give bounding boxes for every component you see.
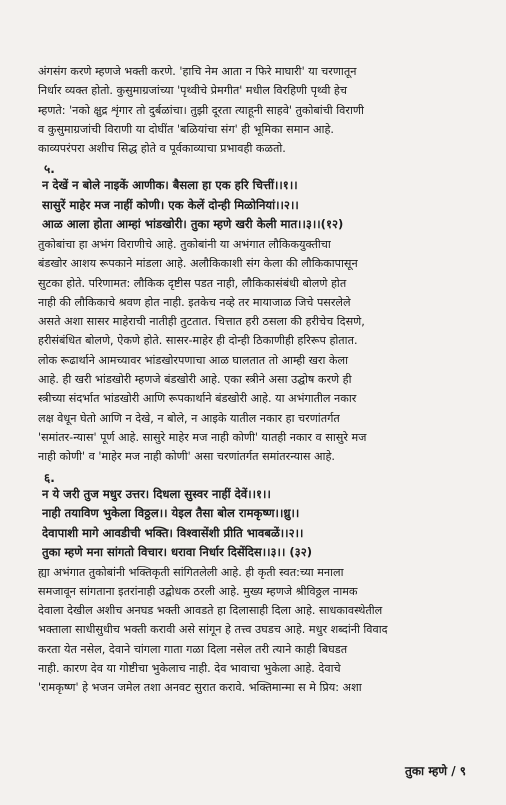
text-line: अंगसंग करणे म्हणजे भक्ती करणे. 'हाचि नेम आता न फिरे माघारी' या चरणातून [38, 65, 357, 78]
verse-line: तुका म्हणे मना सांगतो विचार। धरावा निर्धार दिसेंदिस।।३।। (३२) [42, 545, 313, 560]
verse-block [38, 485, 476, 563]
text-line: 'रामकृष्ण' हे भजन जमेल तशा अनवट सुरात करावे. भक्तिमान्मा स मे प्रिय: अशा [38, 681, 362, 695]
text-line: आहे. ही खरी भांडखोरी म्हणजे बंडखोरी आहे. एका स्त्रीने असा उद्घोष करणे ही [38, 373, 352, 387]
text-line: हरीसंबंधित बोलणे, ऐकणे होते. सासर-माहेर ही दोन्ही ठिकाणीही हरिरूप होतात. [38, 334, 358, 348]
section-number: ६. [44, 470, 55, 485]
text-line: भक्ताला साधीसुधीच भक्ती करावी असे सांगून हे तत्त्व उघडच आहे. मधुर शब्दांनी विवाद [38, 623, 388, 637]
verse-block [38, 176, 476, 235]
text-line: असते अशा सासर माहेराची नातीही तुटतात. चित्तात हरी ठसला की हरीचेच दिसणे, [38, 315, 365, 329]
intro-paragraph [38, 62, 476, 158]
verse-line: न ये जरी तुज मधुर उत्तर। दिधला सुस्वर नाहीं देवें।।१।। [42, 486, 271, 501]
verse-line: सासुरें माहेर मज नाहीं कोणी। एक केलें दोन्ही मिळोनियां।।२।। [42, 197, 299, 212]
text-line: बंडखोर आशय रूपकाने मांडला आहे. अलौकिकाशी संग केला की लौकिकापासून [38, 257, 358, 271]
text-line: स्त्रीच्या संदर्भात भांडखोरी आणि रूपकार्थाने बंडखोरी आहे. या अभंगातील नकार [38, 392, 357, 406]
verse-line: न देखें न बोले नाइकें आणीक। बैसला हा एक हरि चित्तीं।।१।। [42, 178, 298, 193]
text-line: सुटका होते. परिणामत: लौकिक दृष्टीस पडत नाही, लौकिकासंबंधी बोलणे होत [38, 276, 347, 290]
text-line: लोक रूढार्थाने आमच्यावर भांडखोरपणाचा आळ घालतात तो आम्ही खरा केला [38, 353, 348, 367]
text-line: 'समांतर-न्यास' पूर्ण आहे. सासुरे माहेर मज नाही कोणी' यातही नकार व सासुरे मज [38, 430, 367, 444]
text-line: नाही कोणी' व 'माहेर मज नाही कोणी' असा चरणांतर्गत समांतरन्यास आहे. [38, 450, 335, 464]
section-number: ५. [44, 162, 55, 177]
verse-line: देवापाशी मागे आवडीची भक्ति। विश्वासेंशी प्रीति भावबळें।।२।। [42, 525, 304, 540]
text-line: करता येत नसेल, देवाने चांगला गाता गळा दिला नसेल तरी त्याने काही बिघडत [38, 642, 348, 656]
commentary-paragraph [38, 563, 476, 698]
text-line: नाही. कारण देव या गोष्टीचा भुकेलाच नाही. देव भावाचा भुकेला आहे. देवाचे [38, 662, 341, 676]
verse-line: नाही तयाविण भुकेला विठ्ठल।। येइल तैसा बोल रामकृष्ण।।ध्रु।। [42, 506, 300, 521]
text-line: देवाला देखील अशीच अनघड भक्ती आवडते हा दिलासाही दिला आहे. साधकावस्थेतील [38, 604, 383, 618]
page-footer: तुका म्हणे / ९ [405, 764, 466, 778]
text-line: निर्धार व्यक्त होतो. कुसुमाग्रजांच्या 'पृथ्वीचे प्रेमगीत' मधील विरहिणी पृथ्वी हेच [38, 84, 347, 98]
verse-line: आळ आला होता आम्हां भांडखोरी। तुका म्हणे खरी केली मात।।३।।(१२) [42, 217, 344, 232]
text-line: व कुसुमाग्रजांची विराणी या दोघींत 'बळियांचा संग' ही भूमिका समान आहे. [38, 122, 334, 136]
text-line: समजावून सांगताना इतरांनाही उद्बोधक ठरली आहे. मुख्य म्हणजे श्रीविठ्ठल नामक [38, 584, 358, 598]
text-line: तुकोबांचा हा अभंग विराणीचे आहे. तुकोबांनी या अभंगात लौकिकयुक्तीचा [38, 237, 331, 251]
text-line: काव्यपरंपरा अशीच सिद्ध होते व पूर्वकाव्याचा प्रभावही कळतो. [38, 142, 286, 156]
text-line: म्हणते: 'नको क्षुद्र शृंगार तो दुर्बळांचा। तुझी दूरता त्याहूनी साहवे' तुकोबांची विराणी [38, 103, 364, 117]
text-line: ह्या अभंगात तुकोबांनी भक्तिकृती सांगितलेली आहे. ही कृती स्वत:च्या मनाला [38, 565, 344, 579]
commentary-paragraph [38, 235, 476, 467]
text-line: नाही की लौकिकाचे श्रवण होत नाही. इतकेच नव्हे तर मायाजाळ जिचे पसरलेले [38, 295, 351, 309]
text-line: लक्ष वेधून घेतो आणि न देखे, न बोले, न आइके यातील नकार हा चरणांतर्गत [38, 411, 340, 425]
